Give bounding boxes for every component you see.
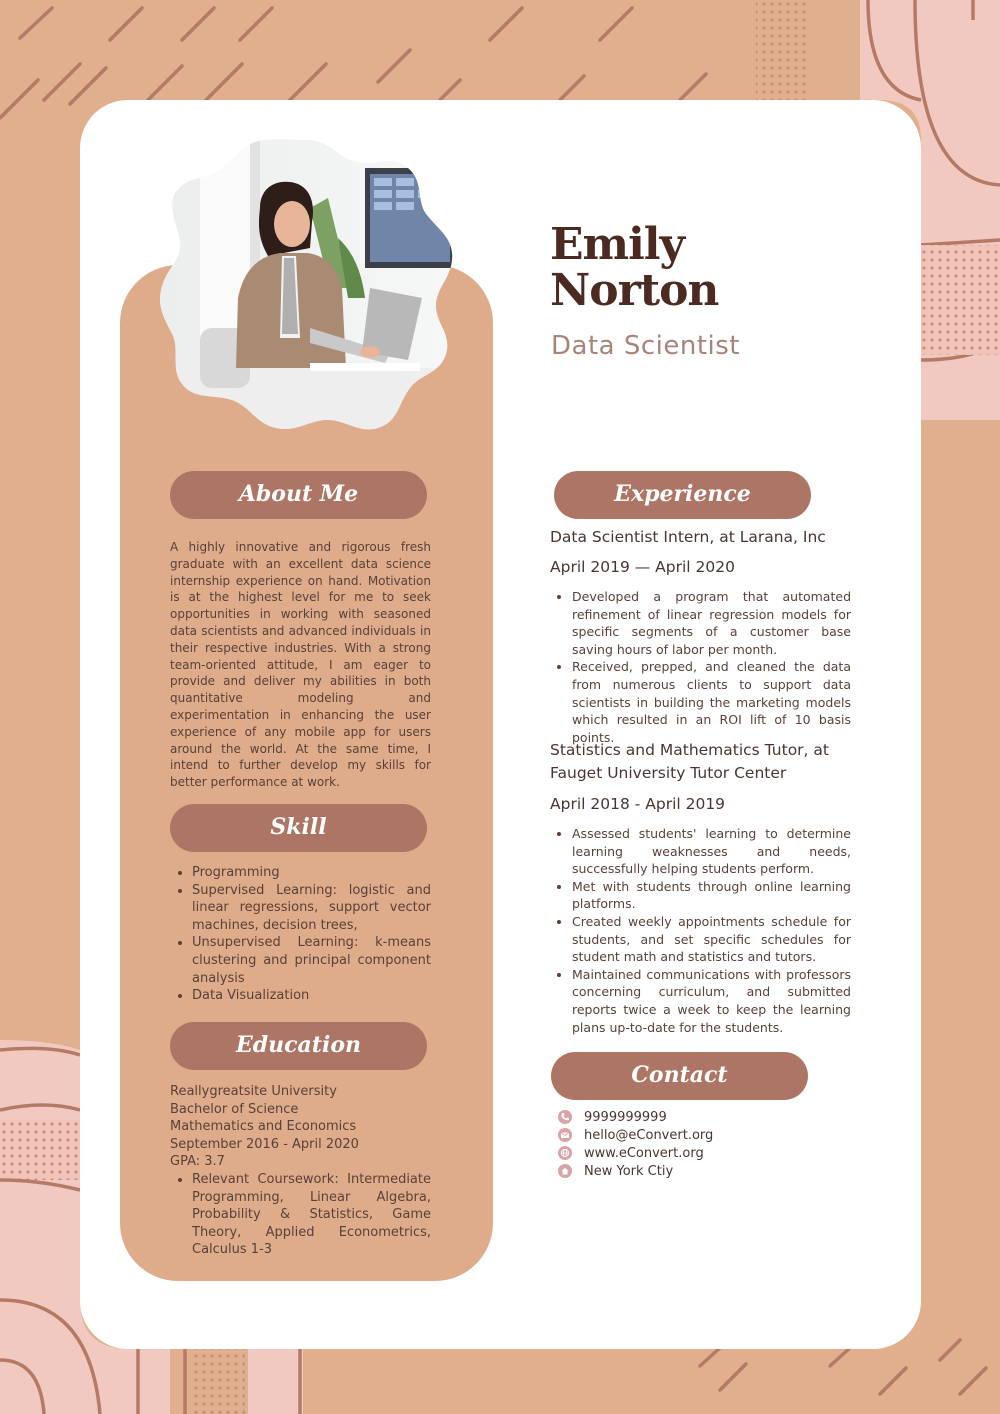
list-item: • Relevant Coursework: Intermediate Programming, Linear Algebra, Probability & Statistics, Game Theory, Applied Econometrics, Calculus 1-3 — [192, 1171, 431, 1259]
email-icon — [558, 1128, 572, 1142]
skill-heading: Skill — [170, 804, 427, 852]
job-bullets — [550, 825, 851, 1036]
job-dates: April 2018 - April 2019 — [550, 795, 726, 813]
job-role: Data Scientist — [551, 331, 740, 361]
profile-photo — [160, 138, 454, 430]
job-bullets — [550, 588, 851, 746]
list-item: • Received, prepped, and cleaned the data from numerous clients to support data scientists in building the marketing models which resulted in an ROI lift of 10 basis points. — [572, 658, 851, 746]
about-heading: About Me — [170, 471, 427, 519]
list-item: • Programming — [192, 864, 431, 882]
education-line: Bachelor of Science — [170, 1101, 299, 1117]
experience-heading: Experience — [554, 471, 811, 519]
education-line: Reallygreatsite University — [170, 1084, 337, 1099]
job-title: Data Scientist Intern, at Larana, Inc — [550, 528, 826, 546]
first-name: Emily — [550, 219, 685, 270]
address-text: New York Ctiy — [584, 1163, 674, 1179]
education-line: September 2016 - April 2020 — [170, 1136, 359, 1152]
contact-address — [558, 1162, 713, 1180]
education-details — [170, 1083, 431, 1259]
list-item: • Created weekly appointments schedule for students, and set specific schedules for student math and statistics and tutors. — [572, 913, 851, 966]
about-text: A highly innovative and rigorous fresh graduate with an excellent data science internship experience on hand. Motivation is at the highest level for me to seek opportunities in working with seasoned data scientists and advanced individuals in their respective industries. With a strong team-oriented attitude, I am eager to provide and deliver my abilities in both quantitative modeling and experimentation in enhancing the user experience of any mobile app for users around the world. At the same time, I intend to further develop my skills for better performance at work. — [170, 540, 431, 790]
contact-website[interactable] — [558, 1144, 713, 1162]
list-item: • Data Visualization — [192, 987, 431, 1005]
skill-list — [170, 864, 431, 1005]
contact-phone[interactable] — [558, 1108, 713, 1126]
education-heading: Education — [170, 1022, 427, 1070]
job-title: Statistics and Mathematics Tutor, at Fauget University Tutor Center — [550, 741, 829, 782]
list-item: • Maintained communications with professors concerning curriculum, and submitted reports twice a week to keep the learning plans up-to-date for the students. — [572, 966, 851, 1036]
list-item: • Supervised Learning: logistic and linear regressions, support vector machines, decision trees, — [192, 882, 431, 935]
globe-icon — [558, 1146, 572, 1160]
contact-heading: Contact — [551, 1052, 808, 1100]
coursework-list — [170, 1171, 431, 1259]
home-icon — [558, 1164, 572, 1178]
list-item: • Met with students through online learning platforms. — [572, 878, 851, 913]
full-name — [550, 219, 880, 316]
last-name: Norton — [550, 265, 719, 316]
job-dates: April 2019 — April 2020 — [550, 558, 735, 576]
email-text: hello@eConvert.org — [584, 1127, 714, 1143]
education-line: Mathematics and Economics — [170, 1119, 357, 1135]
phone-text: 9999999999 — [584, 1109, 667, 1125]
list-item: • Unsupervised Learning: k-means clustering and principal component analysis — [192, 934, 431, 987]
website-text: www.eConvert.org — [584, 1145, 704, 1161]
education-line: GPA: 3.7 — [170, 1154, 225, 1170]
phone-icon — [558, 1110, 572, 1124]
contact-email[interactable] — [558, 1126, 713, 1144]
list-item: • Assessed students' learning to determine learning weaknesses and needs, successfully helping students perform. — [572, 825, 851, 878]
contact-list — [558, 1108, 713, 1180]
list-item: • Developed a program that automated refinement of linear regression models for specific segments of a customer base saving hours of labor per month. — [572, 588, 851, 658]
